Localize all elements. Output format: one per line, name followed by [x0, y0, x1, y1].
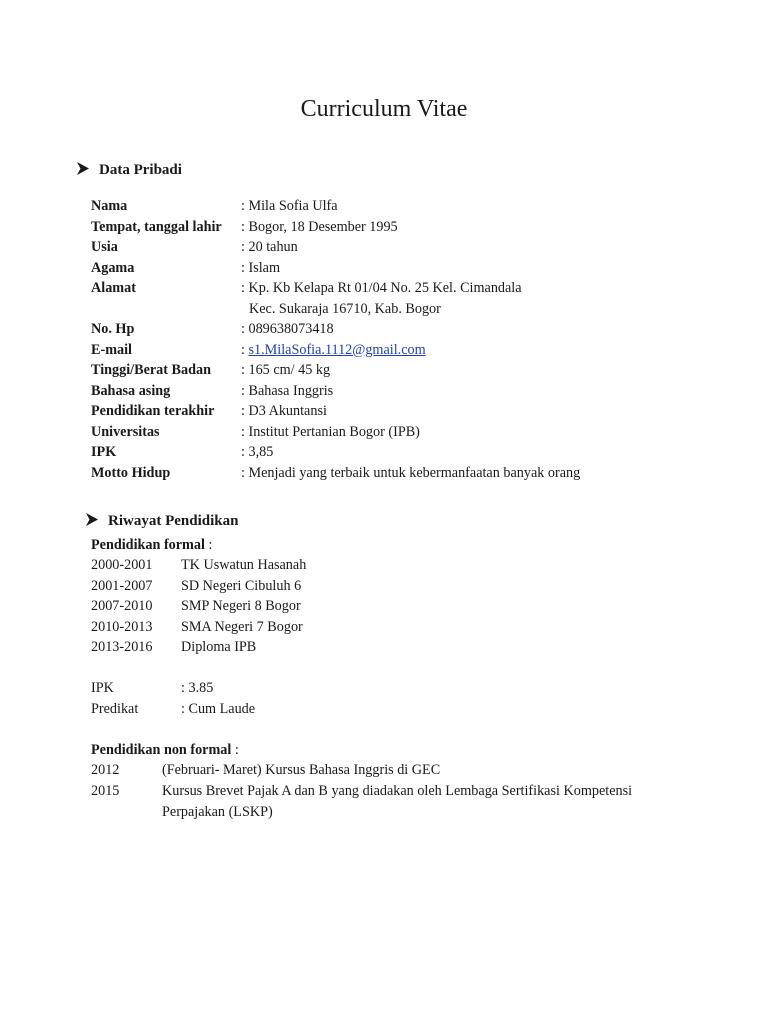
personal-value: : 089638073418 [241, 321, 334, 337]
nonformal-year: 2015 [91, 783, 120, 799]
personal-value: Kec. Sukaraja 16710, Kab. Bogor [249, 300, 441, 317]
personal-label: Tinggi/Berat Badan [91, 362, 211, 378]
education-school: SD Negeri Cibuluh 6 [181, 577, 302, 594]
education-school: TK Uswatun Hasanah [181, 557, 307, 573]
personal-row [91, 258, 580, 279]
personal-row-continuation [91, 299, 580, 320]
section-heading-riwayat-pendidikan [86, 511, 238, 531]
nonformal-education-heading [91, 740, 239, 761]
personal-row [91, 381, 580, 402]
personal-row [91, 422, 580, 443]
grade-value: : 3.85 [181, 680, 214, 696]
nonformal-description: Kursus Brevet Pajak A dan B yang diadakan oleh Lembaga Sertifikasi Kompetensi Perpajakan (LSKP) [162, 783, 633, 820]
section-heading-data-pribadi [77, 160, 182, 180]
list-item [91, 699, 255, 720]
education-year: 2000-2001 [91, 557, 153, 573]
personal-row [91, 401, 580, 422]
arrow-bullet-icon [86, 513, 98, 526]
personal-label: Alamat [91, 280, 136, 296]
formal-education-label: Pendidikan formal [91, 537, 205, 553]
personal-row [91, 319, 580, 340]
personal-value: : 165 cm/ 45 kg [241, 362, 331, 378]
personal-row-email [91, 340, 580, 361]
personal-row [91, 237, 580, 258]
list-item [91, 617, 306, 638]
personal-label: Universitas [91, 423, 160, 440]
section-heading-label: Riwayat Pendidikan [108, 513, 239, 529]
personal-row [91, 217, 580, 238]
formal-education-colon: : [204, 537, 213, 553]
email-link[interactable]: s1.MilaSofia.1112@gmail.com [248, 341, 426, 358]
personal-value: : 3,85 [241, 444, 274, 460]
nonformal-education-list [91, 760, 682, 823]
arrow-bullet-icon [77, 162, 89, 175]
personal-value: : Institut Pertanian Bogor (IPB) [241, 423, 420, 440]
personal-data-table [91, 196, 580, 483]
section-heading-label: Data Pribadi [99, 162, 182, 178]
personal-row [91, 360, 580, 381]
personal-value: : 20 tahun [241, 239, 298, 255]
personal-label: Bahasa asing [91, 382, 171, 399]
formal-education-list [91, 555, 306, 658]
education-year: 2007-2010 [91, 598, 153, 614]
list-item [91, 781, 682, 823]
personal-label: Motto Hidup [91, 464, 171, 481]
list-item [91, 678, 255, 699]
grade-label: IPK [91, 680, 114, 696]
personal-label: No. Hp [91, 321, 135, 337]
personal-value: : Kp. Kb Kelapa Rt 01/04 No. 25 Kel. Cimandala [241, 280, 522, 296]
personal-row [91, 196, 580, 217]
personal-value: : Menjadi yang terbaik untuk kebermanfaatan banyak orang [241, 464, 581, 481]
list-item [91, 576, 306, 597]
education-year: 2010-2013 [91, 618, 153, 635]
nonformal-education-label: Pendidikan non formal [91, 742, 232, 758]
personal-label: Usia [91, 239, 118, 255]
nonformal-description: (Februari- Maret) Kursus Bahasa Inggris di GEC [162, 762, 441, 778]
personal-row [91, 463, 580, 484]
formal-education-heading [91, 535, 212, 556]
personal-value-email [241, 340, 426, 361]
personal-label: IPK [91, 444, 117, 460]
email-colon: : [241, 341, 249, 358]
document-title: Curriculum Vitae [300, 96, 468, 122]
personal-label: Pendidikan terakhir [91, 403, 215, 419]
list-item [91, 760, 682, 781]
personal-label: Agama [91, 259, 135, 276]
personal-row [91, 442, 580, 463]
list-item [91, 555, 306, 576]
personal-value: : Islam [241, 259, 281, 276]
grade-list [91, 678, 255, 720]
personal-value: : Mila Sofia Ulfa [241, 198, 338, 214]
personal-value: : Bahasa Inggris [241, 382, 334, 399]
education-school: SMA Negeri 7 Bogor [181, 618, 303, 635]
personal-row [91, 278, 580, 299]
grade-label: Predikat [91, 701, 139, 717]
education-year: 2001-2007 [91, 577, 153, 594]
list-item [91, 637, 306, 658]
education-school: Diploma IPB [181, 639, 257, 655]
personal-label: Nama [91, 198, 128, 214]
nonformal-education-colon: : [231, 742, 239, 758]
personal-label [91, 299, 241, 320]
personal-value: : D3 Akuntansi [241, 403, 327, 419]
education-school: SMP Negeri 8 Bogor [181, 598, 301, 614]
list-item [91, 596, 306, 617]
grade-value: : Cum Laude [181, 701, 256, 717]
nonformal-year: 2012 [91, 762, 120, 778]
personal-label: Tempat, tanggal lahir [91, 218, 222, 235]
education-year: 2013-2016 [91, 639, 153, 655]
personal-value: : Bogor, 18 Desember 1995 [241, 218, 398, 235]
personal-label: E-mail [91, 341, 132, 358]
